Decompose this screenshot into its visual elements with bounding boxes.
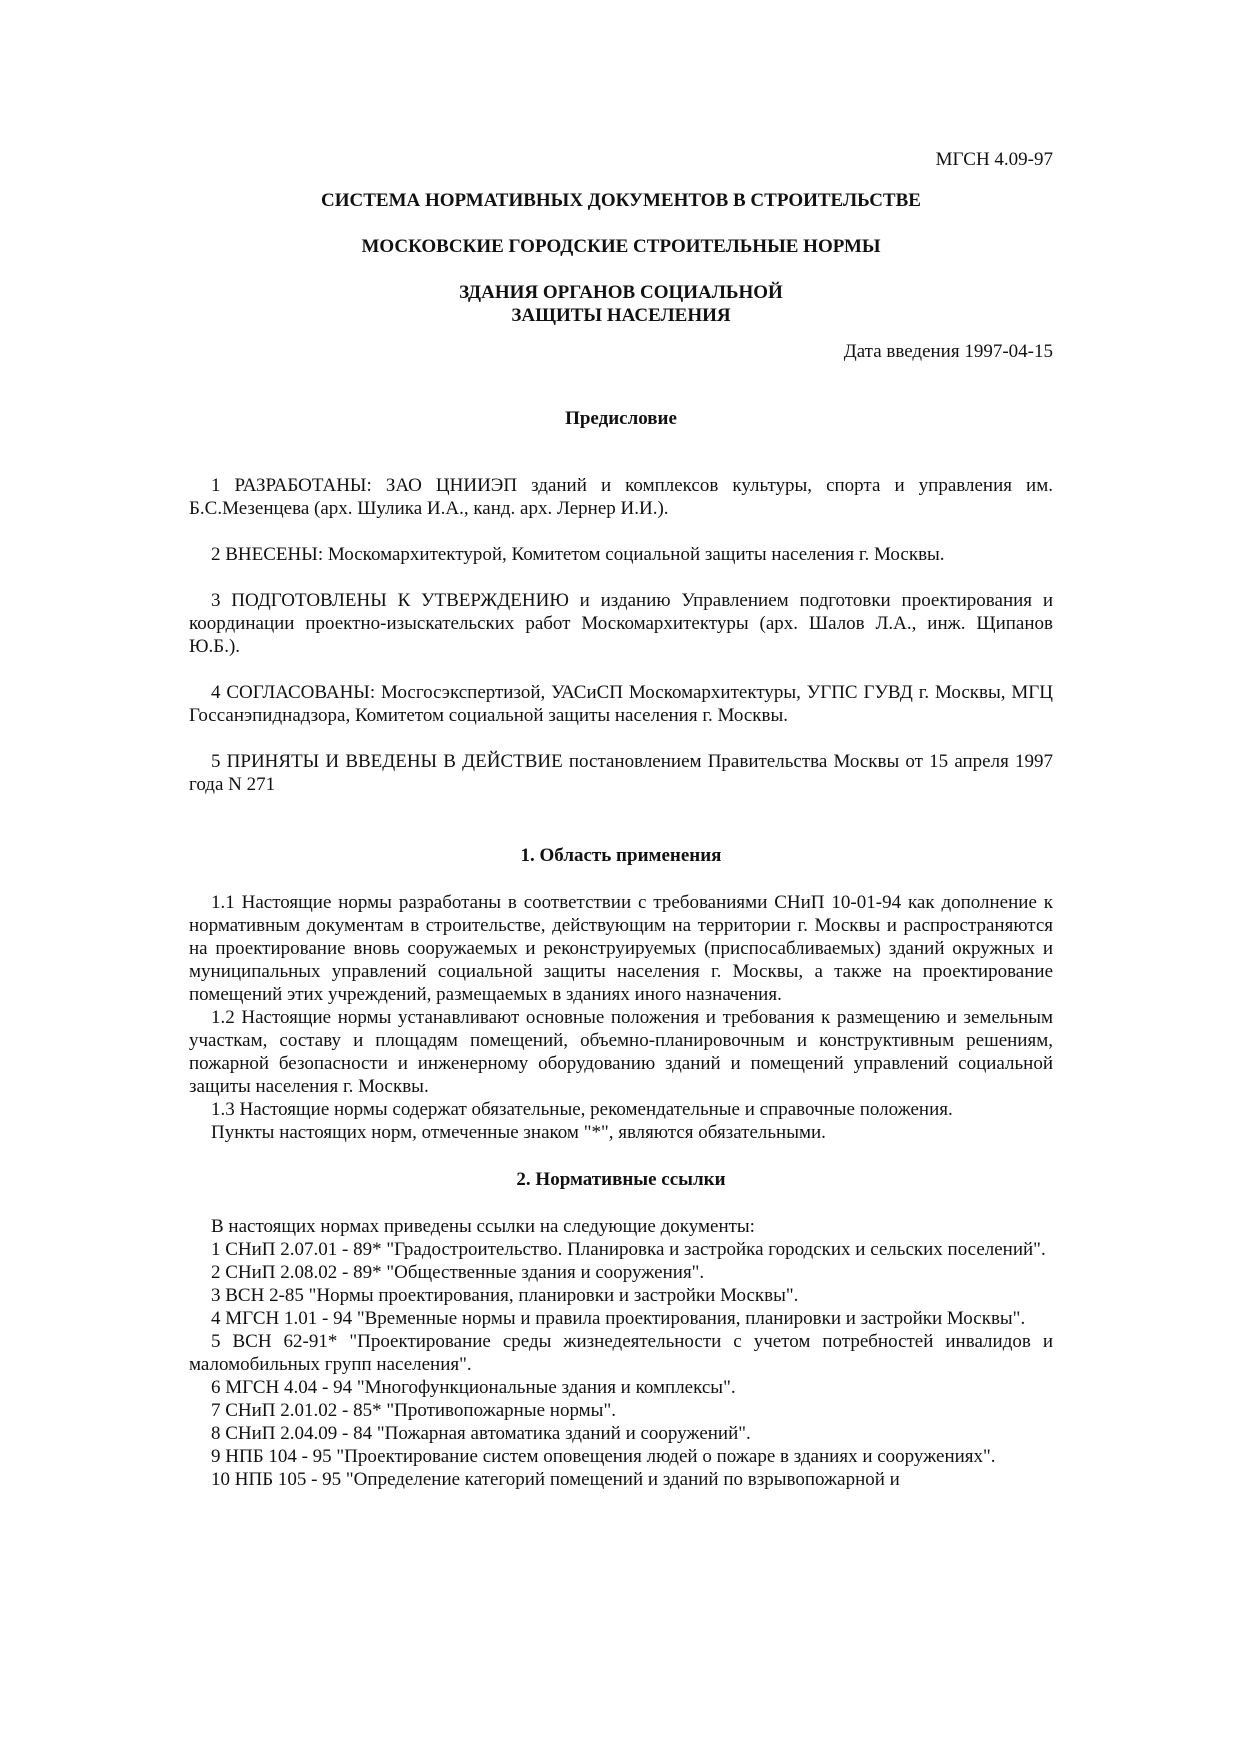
reference-item: 3 ВСН 2-85 "Нормы проектирования, планировки и застройки Москвы". xyxy=(211,1285,799,1306)
reference-item: 5 ВСН 62-91* "Проектирование среды жизнедеятельности с учетом потребностей инвалидов и маломобильных групп населения". xyxy=(189,1331,1053,1375)
section-1-paragraph: 1.2 Настоящие нормы устанавливают основные положения и требования к размещению и земельным участкам, составу и площадям помещений, объемно-планировочным и конструктивным решениям, пожарной безопасности и инженерному оборудованию зданий и помещений управлений социальной защиты населения г. Москвы. xyxy=(189,1007,1053,1097)
reference-item: 6 МГСН 4.04 - 94 "Многофункциональные здания и комплексы". xyxy=(211,1377,736,1398)
section-1-heading: 1. Область применения xyxy=(520,845,722,866)
system-title: СИСТЕМА НОРМАТИВНЫХ ДОКУМЕНТОВ В СТРОИТЕЛЬСТВЕ xyxy=(321,190,921,211)
section-2-heading: 2. Нормативные ссылки xyxy=(516,1169,726,1190)
reference-item: 9 НПБ 104 - 95 "Проектирование систем оповещения людей о пожаре в зданиях и сооружениях". xyxy=(211,1446,996,1467)
section-1-paragraph: Пункты настоящих норм, отмеченные знаком "*", являются обязательными. xyxy=(211,1122,826,1143)
reference-item: 10 НПБ 105 - 95 "Определение категорий помещений и зданий по взрывопожарной и xyxy=(211,1469,900,1490)
document-title-line-1: ЗДАНИЯ ОРГАНОВ СОЦИАЛЬНОЙ xyxy=(459,282,783,303)
foreword-heading: Предисловие xyxy=(565,408,677,429)
reference-item: 7 СНиП 2.01.02 - 85* "Противопожарные нормы". xyxy=(211,1400,616,1421)
reference-item: 4 МГСН 1.01 - 94 "Временные нормы и правила проектирования, планировки и застройки Москвы". xyxy=(211,1308,1026,1329)
document-code: МГСН 4.09-97 xyxy=(935,149,1053,170)
section-1-paragraph: 1.3 Настоящие нормы содержат обязательные, рекомендательные и справочные положения. xyxy=(211,1099,953,1120)
norms-title: МОСКОВСКИЕ ГОРОДСКИЕ СТРОИТЕЛЬНЫЕ НОРМЫ xyxy=(361,236,881,257)
foreword-item: 4 СОГЛАСОВАНЫ: Мосгосэкспертизой, УАСиСП Москомархитектуры, УГПС ГУВД г. Москвы, МГЦ Госсанэпиднадзора, Комитетом социальной защиты населения г. Москвы. xyxy=(189,682,1053,726)
foreword-item: 1 РАЗРАБОТАНЫ: ЗАО ЦНИИЭП зданий и комплексов культуры, спорта и управления им. Б.С.Мезенцева (арх. Шулика И.А., канд. арх. Лернер И.И.). xyxy=(189,475,1053,519)
reference-item: 1 СНиП 2.07.01 - 89* "Градостроительство. Планировка и застройка городских и сельских поселений". xyxy=(211,1239,1046,1260)
reference-item: 8 СНиП 2.04.09 - 84 "Пожарная автоматика зданий и сооружений". xyxy=(211,1423,751,1444)
foreword-item: 3 ПОДГОТОВЛЕНЫ К УТВЕРЖДЕНИЮ и изданию Управлением подготовки проектирования и координации проектно-изыскательских работ Москомархитектуры (арх. Шалов Л.А., инж. Щипанов Ю.Б.). xyxy=(189,590,1053,657)
reference-item: 2 СНиП 2.08.02 - 89* "Общественные здания и сооружения". xyxy=(211,1262,705,1283)
document-title-line-2: ЗАЩИТЫ НАСЕЛЕНИЯ xyxy=(511,305,731,326)
foreword-item: 5 ПРИНЯТЫ И ВВЕДЕНЫ В ДЕЙСТВИЕ постановлением Правительства Москвы от 15 апреля 1997 года N 271 xyxy=(189,751,1053,795)
section-1-paragraph: 1.1 Настоящие нормы разработаны в соответствии с требованиями СНиП 10-01-94 как дополнение к нормативным документам в строительстве, действующим на территории г. Москвы и распространяются на проектирование вновь сооружаемых и реконструируемых (приспосабливаемых) зданий окружных и муниципальных управлений социальной защиты населения г. Москвы, а также на проектирование помещений этих учреждений, размещаемых в зданиях иного назначения. xyxy=(189,892,1053,1005)
effective-date: Дата введения 1997-04-15 xyxy=(843,341,1053,362)
document-page xyxy=(189,148,1053,1491)
foreword-item: 2 ВНЕСЕНЫ: Москомархитектурой, Комитетом социальной защиты населения г. Москвы. xyxy=(211,544,945,565)
section-2-paragraph: В настоящих нормах приведены ссылки на следующие документы: xyxy=(211,1216,755,1237)
